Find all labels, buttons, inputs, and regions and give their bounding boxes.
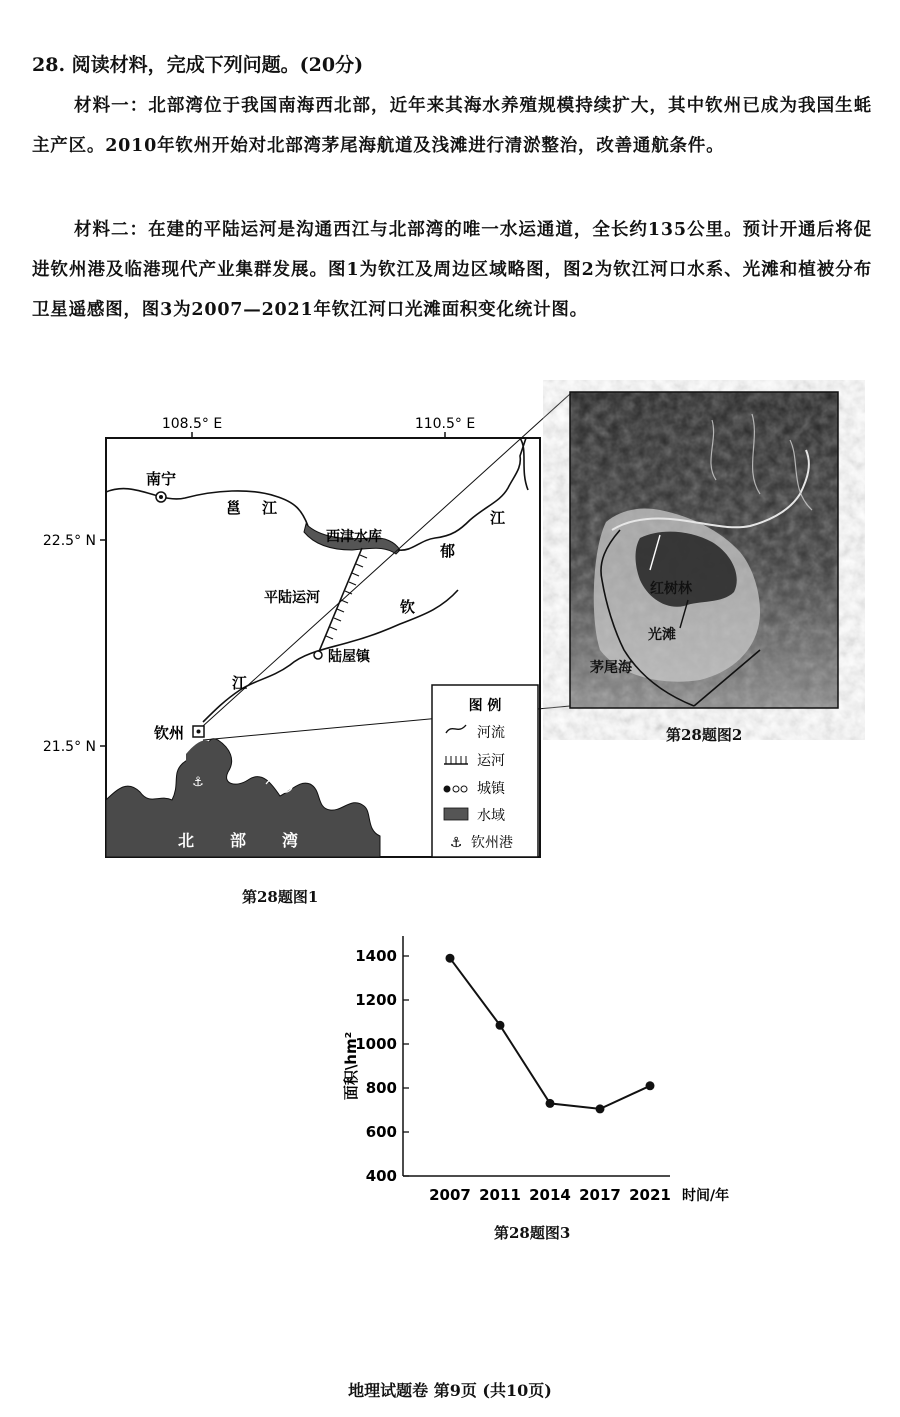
- y-tick-label: 600: [365, 1123, 397, 1141]
- x-tick-label: 2011: [479, 1186, 521, 1204]
- satellite-image: [570, 392, 838, 708]
- lon-label-1085: 108.5° E: [161, 416, 223, 432]
- legend-port: 钦州港: [471, 835, 513, 851]
- material-one-tag: 材料一：: [74, 96, 149, 116]
- lat-label-225: 22.5° N: [42, 533, 96, 549]
- material-two-text: 在建的平陆运河是沟通西江与北部湾的唯一水运通道，全长约135公里。预计开通后将促进钦州港及临港现代产业集群发展。图1为钦江及周边区域略图，图2为钦江河口水系、光滩和植被分布卫星遥感图，图3为2007—2021年钦江河口光滩面积变化统计图。: [32, 220, 872, 320]
- label-nanning: 南宁: [146, 470, 177, 488]
- data-point-2021: [646, 1081, 655, 1090]
- legend-water: 水域: [477, 808, 505, 824]
- label-yong: 邕: [226, 499, 242, 517]
- data-point-2011: [496, 1021, 505, 1030]
- y-tick-label: 1000: [355, 1035, 397, 1053]
- label-wan: 湾: [282, 831, 299, 850]
- material-one-text: 北部湾位于我国南海西北部，近年来其海水养殖规模持续扩大，其中钦州已成为我国生蚝主产区。2010年钦州开始对北部湾茅尾海航道及浅滩进行清淤整治，改善通航条件。: [32, 96, 872, 156]
- label-jiang-3: 江: [232, 674, 248, 692]
- y-tick-label: 800: [365, 1079, 397, 1097]
- lat-label-215: 21.5° N: [42, 739, 96, 755]
- map-legend: [432, 685, 538, 857]
- page-footer: 地理试题卷 第9页 (共10页): [348, 1381, 552, 1400]
- x-tick-label: 2014: [529, 1186, 571, 1204]
- legend-town: 城镇: [477, 781, 505, 797]
- legend-title: 图 例: [468, 698, 502, 714]
- label-mudflat: 光滩: [648, 627, 676, 643]
- data-point-2014: [546, 1099, 555, 1108]
- material-two-tag: 材料二：: [74, 220, 149, 240]
- material-two: [32, 210, 872, 330]
- label-jiang-2: 江: [490, 509, 506, 527]
- series-line: [450, 958, 650, 1109]
- x-axis-label: 时间/年: [682, 1188, 730, 1204]
- label-bei: 北: [178, 831, 195, 850]
- legend-river: 河流: [477, 725, 505, 741]
- y-axis-label: 面积\hm²: [342, 1031, 360, 1101]
- label-luwu: 陆屋镇: [328, 649, 370, 665]
- figure2-caption: 第28题图2: [666, 726, 743, 744]
- data-point-2017: [596, 1104, 605, 1113]
- material-one: [32, 86, 872, 166]
- label-qin: 钦: [400, 598, 416, 616]
- x-tick-label: 2007: [429, 1186, 471, 1204]
- luwu-marker: [314, 651, 322, 659]
- label-qinzhou: 钦州: [154, 724, 185, 742]
- y-tick-label: 1400: [355, 947, 397, 965]
- label-yu: 郁: [440, 542, 456, 560]
- y-tick-label: 400: [365, 1167, 397, 1185]
- x-tick-label: 2021: [629, 1186, 671, 1204]
- label-pinglu: 平陆运河: [264, 590, 320, 606]
- data-point-2007: [446, 954, 455, 963]
- figure1-caption: 第28题图1: [242, 888, 319, 906]
- y-tick-label: 1200: [355, 991, 397, 1009]
- question-title: 28. 阅读材料，完成下列问题。(20分): [32, 54, 364, 76]
- legend-canal: 运河: [477, 753, 505, 769]
- x-tick-label: 2017: [579, 1186, 621, 1204]
- port-icon: ⚓: [192, 775, 204, 790]
- label-xijin: 西津水库: [326, 529, 382, 545]
- label-mangrove: 红树林: [650, 581, 692, 597]
- label-bu: 部: [230, 831, 247, 850]
- label-maowei: 茅尾海: [590, 660, 632, 676]
- lon-label-1105: 110.5° E: [414, 416, 476, 432]
- legend-port-icon: ⚓: [449, 835, 463, 851]
- figures-map-satellite: [0, 380, 900, 880]
- figure3-caption: 第28题图3: [494, 1224, 571, 1242]
- area-line-chart: [330, 930, 760, 1220]
- label-jiang-1: 江: [262, 499, 278, 517]
